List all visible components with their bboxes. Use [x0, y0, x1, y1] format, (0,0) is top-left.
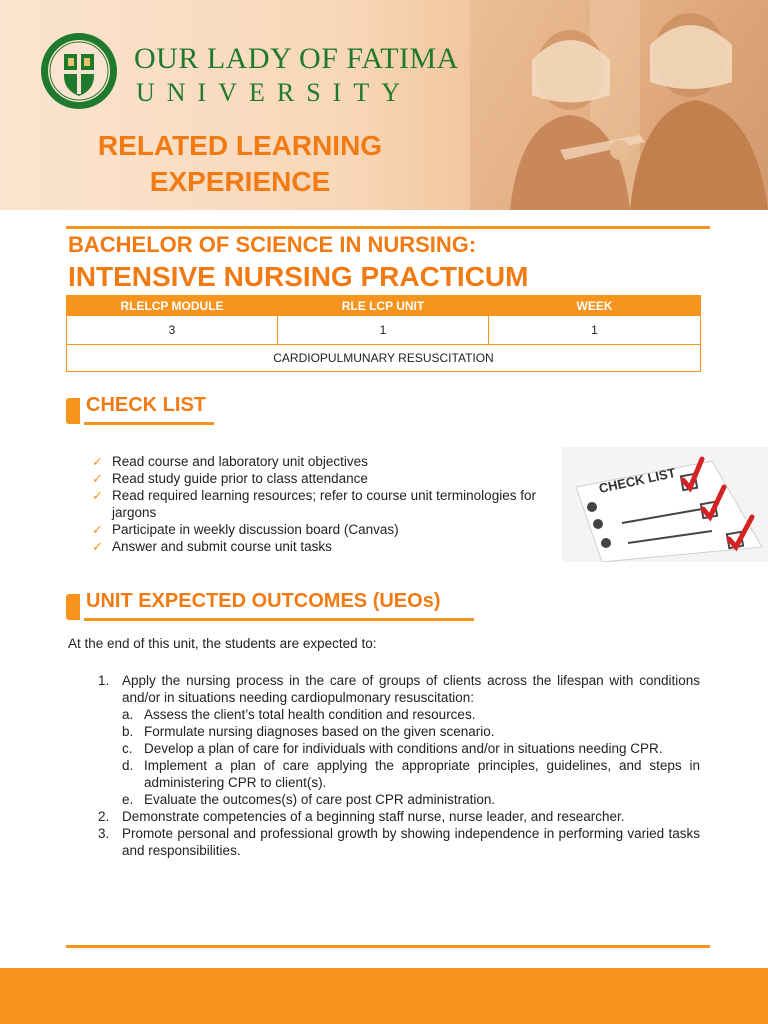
- section-underline: [84, 422, 214, 425]
- university-word: UNIVERSITY: [136, 78, 412, 107]
- footer-divider: [66, 945, 710, 948]
- title-line-1: RELATED LEARNING: [97, 130, 383, 161]
- table-row: [67, 316, 701, 345]
- outcomes-header: [66, 588, 506, 618]
- week-value: 1: [489, 316, 701, 345]
- topic-value: CARDIOPULMUNARY RESUSCITATION: [67, 345, 701, 372]
- check-mark-icon: ✓: [92, 522, 103, 537]
- list-item: ✓ Read required learning resources; refer to course unit terminologies for jargons: [92, 488, 536, 520]
- illustration-label: CHECK LIST: [597, 465, 677, 496]
- footer-band: [0, 968, 768, 1024]
- outcomes-intro: At the end of this unit, the students are expected to:: [68, 636, 377, 651]
- list-item: 1. Apply the nursing process in the care of groups of clients across the lifespan with conditions and/or in situations needing cardiopulmonary resuscitation: a. Assess the client’s total health condition and resources. b. Formulate nursing diagnoses based on the given scenario. c. Develop a plan of care for individuals with conditions and/or in situations needing CPR. d. Implement a plan of care applying the appropriate principles, guidelines, and steps in administering CPR to client(s). e. Evaluate the outcomes(s) of care post CPR administration.: [98, 673, 700, 807]
- document-title: [70, 128, 410, 200]
- item-number: 2.: [98, 809, 110, 824]
- table-row: [67, 345, 701, 372]
- module-value: 3: [67, 316, 278, 345]
- unit-value: 1: [278, 316, 489, 345]
- list-item: b. Formulate nursing diagnoses based on the given scenario.: [122, 724, 495, 739]
- header-module: RLELCP MODULE: [67, 296, 278, 316]
- header-unit: RLE LCP UNIT: [278, 296, 489, 316]
- checklist-illustration: [562, 447, 768, 562]
- check-mark-icon: ✓: [92, 539, 103, 554]
- degree-title: BACHELOR OF SCIENCE IN NURSING:: [68, 232, 477, 257]
- list-item: ✓ Read study guide prior to class attendance: [92, 471, 368, 486]
- list-item: ✓ Participate in weekly discussion board (Canvas): [92, 522, 399, 537]
- checklist-title: CHECK LIST: [86, 394, 206, 416]
- list-item: 3. Promote personal and professional growth by showing independence in performing varied tasks and responsibilities.: [98, 826, 700, 858]
- checklist-header: [66, 392, 366, 422]
- list-item: 2. Demonstrate competencies of a beginning staff nurse, nurse leader, and researcher.: [98, 809, 625, 824]
- section-marker: [66, 398, 80, 424]
- list-item: ✓ Read course and laboratory unit objectives: [92, 454, 368, 469]
- table-header-row: [67, 296, 701, 316]
- check-mark-icon: ✓: [92, 488, 103, 503]
- checklist-items: [92, 453, 562, 555]
- list-item: e. Evaluate the outcomes(s) of care post CPR administration.: [122, 792, 496, 807]
- header-week: WEEK: [489, 296, 701, 316]
- section-underline: [84, 618, 474, 621]
- subject-title: INTENSIVE NURSING PRACTICUM: [68, 261, 529, 292]
- top-divider: [66, 226, 710, 229]
- check-mark-icon: ✓: [92, 454, 103, 469]
- list-item: c. Develop a plan of care for individuals with conditions and/or in situations needing CPR.: [122, 741, 663, 756]
- university-name: OUR LADY OF FATIMA: [134, 42, 459, 75]
- outcomes-title: UNIT EXPECTED OUTCOMES (UEOs): [86, 590, 441, 612]
- surgeons-photo: [470, 0, 768, 210]
- list-item: d. Implement a plan of care applying the appropriate principles, guidelines, and steps in administering CPR to client(s).: [122, 758, 700, 790]
- title-line-2: EXPERIENCE: [149, 166, 331, 197]
- module-info-table: [66, 295, 701, 372]
- outcomes-list: [98, 672, 700, 859]
- check-mark-icon: ✓: [92, 471, 103, 486]
- section-marker: [66, 594, 80, 620]
- list-item: ✓ Answer and submit course unit tasks: [92, 539, 332, 554]
- list-item: a. Assess the client’s total health condition and resources.: [122, 707, 476, 722]
- item-number: 1.: [98, 673, 110, 688]
- item-number: 3.: [98, 826, 110, 841]
- university-seal-icon: [40, 32, 118, 110]
- header-banner: [0, 0, 768, 210]
